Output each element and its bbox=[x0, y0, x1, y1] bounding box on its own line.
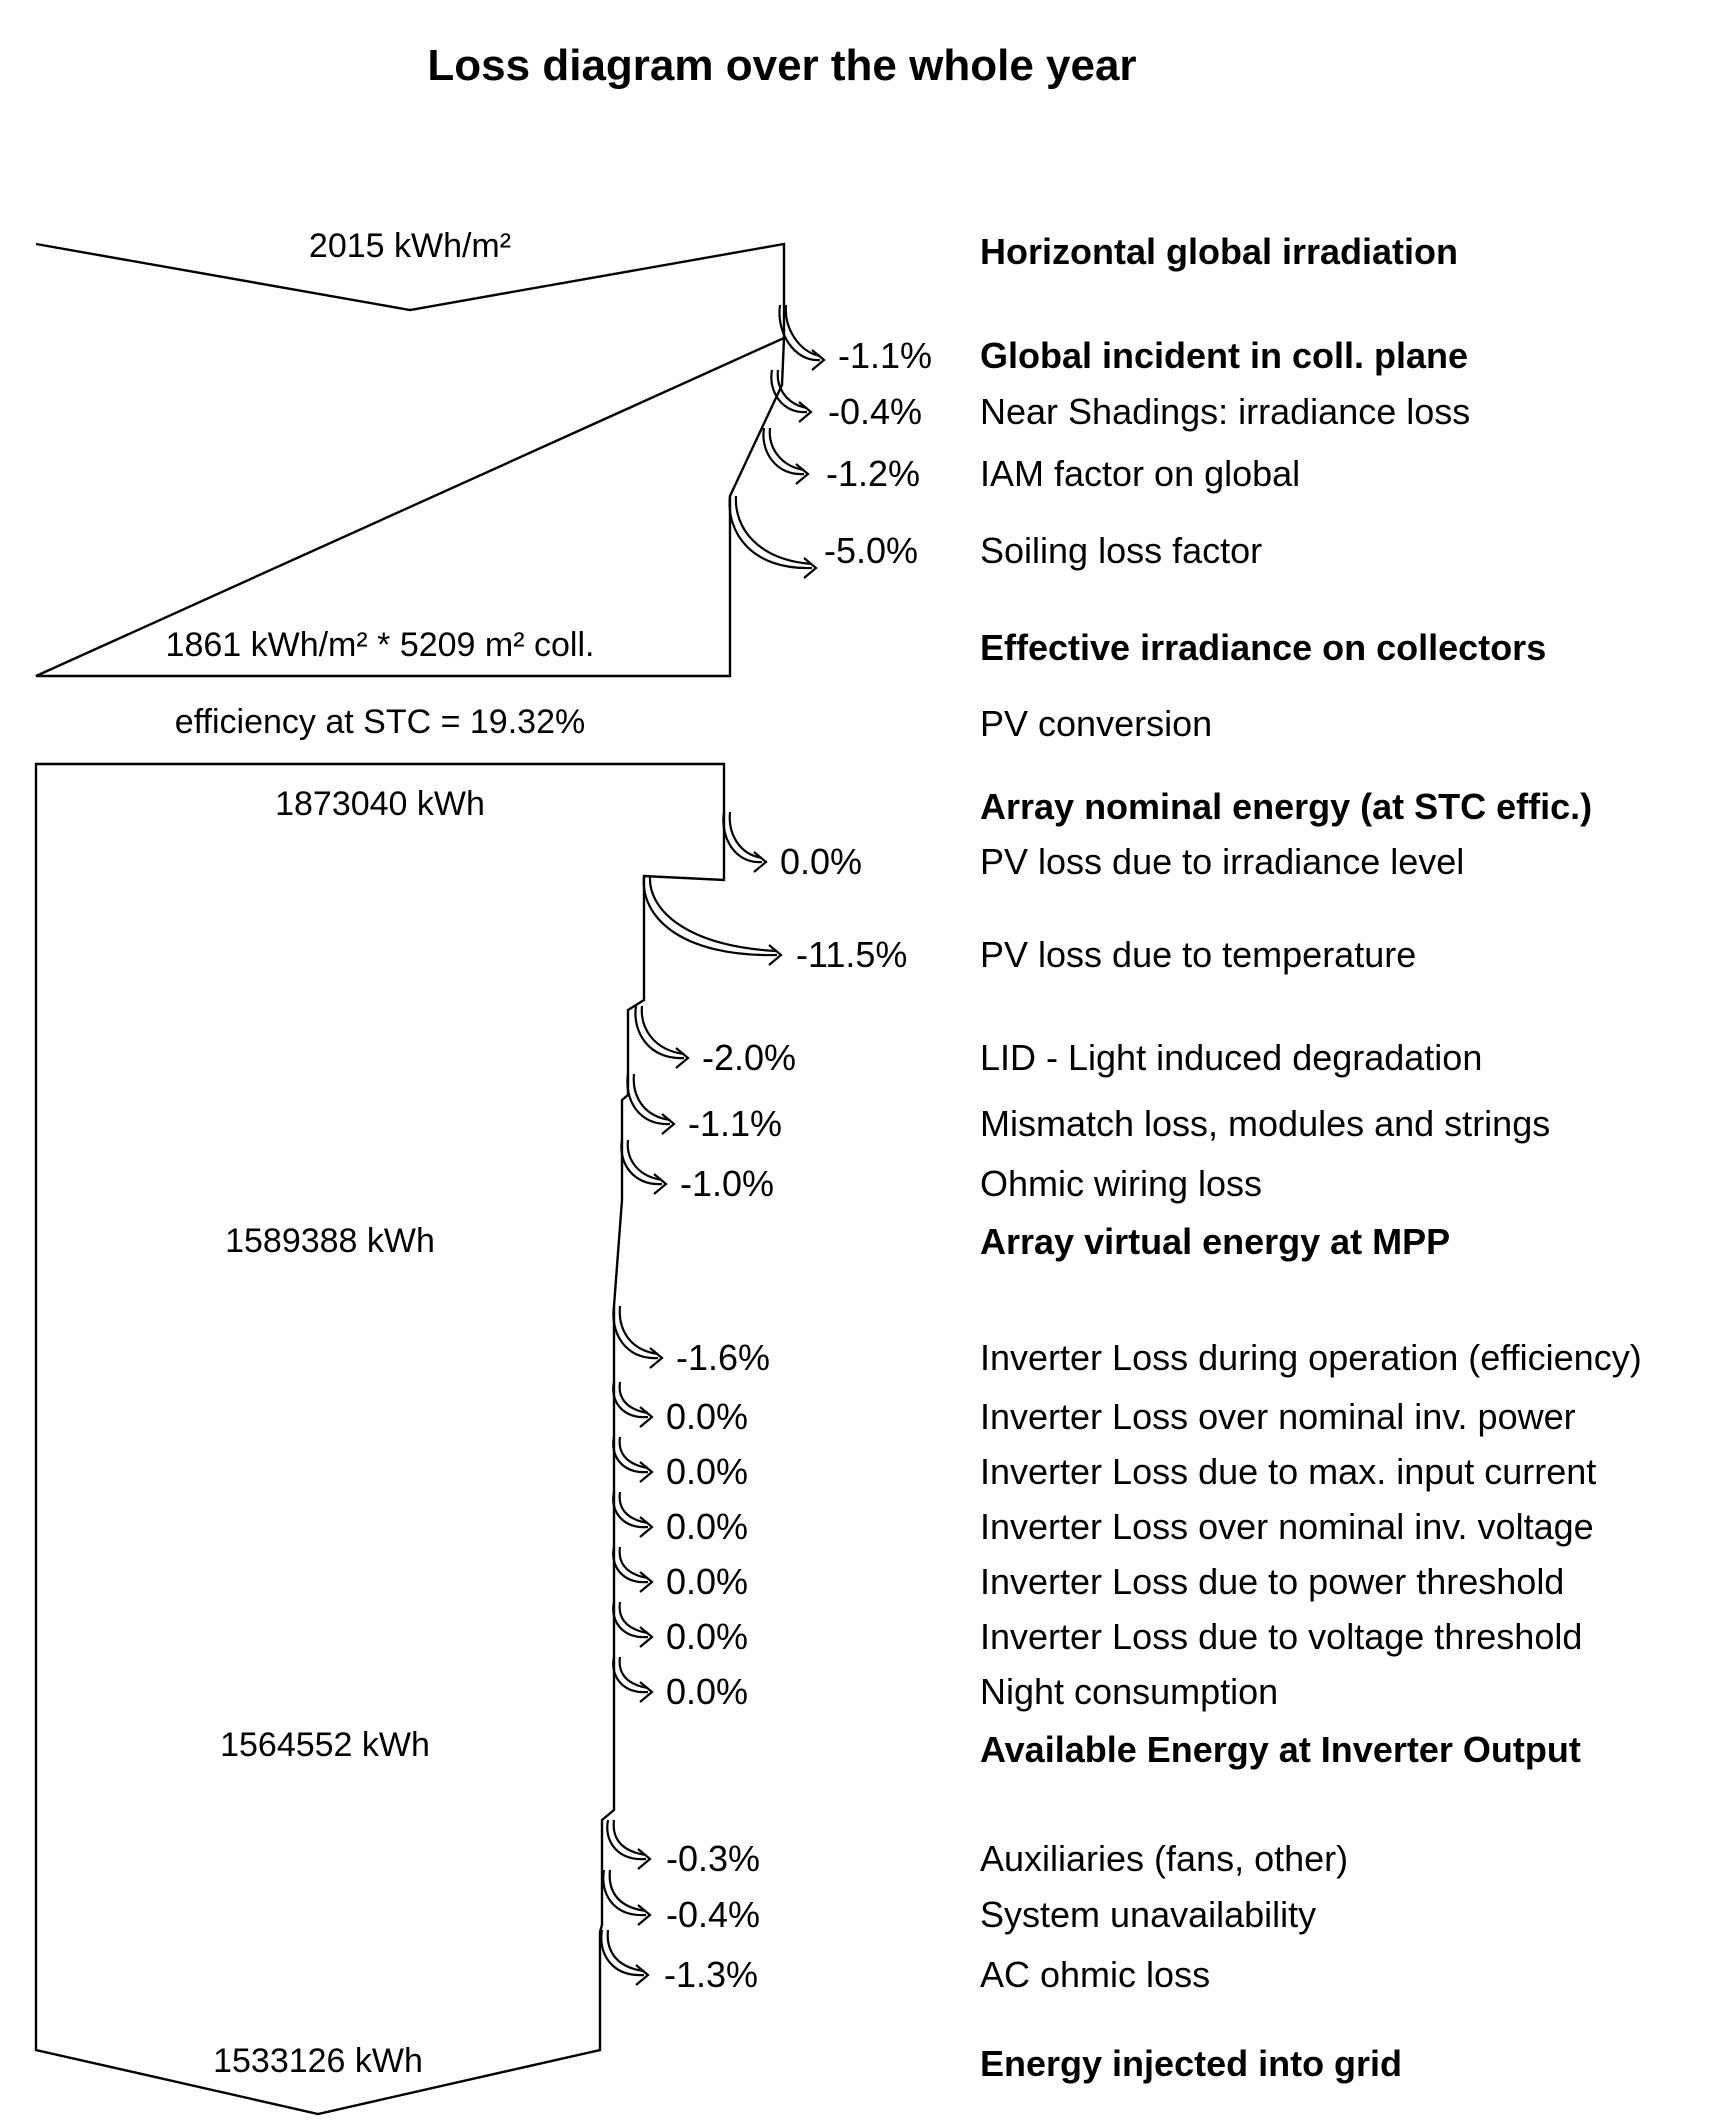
row-labels bbox=[664, 231, 1642, 2084]
row-12-label: Mismatch loss, modules and strings bbox=[980, 1103, 1551, 1144]
row-2-label: Global incident in coll. plane bbox=[980, 335, 1469, 376]
row-12-loss-arrow bbox=[627, 1074, 674, 1134]
row-17-label: Inverter Loss due to max. input current bbox=[980, 1451, 1597, 1492]
diagram-title: Loss diagram over the whole year bbox=[427, 41, 1137, 90]
row-2-loss-percent: -1.1% bbox=[838, 335, 933, 376]
row-18-label: Inverter Loss over nominal inv. voltage bbox=[980, 1506, 1594, 1547]
flow-value-array-virtual-energy: 1589388 kWh bbox=[225, 1222, 435, 1260]
row-24-loss-arrow bbox=[603, 1870, 650, 1925]
row-20-label: Inverter Loss due to voltage threshold bbox=[980, 1616, 1583, 1657]
flow-value-available-energy: 1564552 kWh bbox=[220, 1726, 430, 1764]
row-6-label: Effective irradiance on collectors bbox=[980, 627, 1547, 668]
row-3-loss-percent: -0.4% bbox=[828, 391, 923, 432]
row-14-label: Array virtual energy at MPP bbox=[980, 1221, 1451, 1262]
row-23-loss-arrow bbox=[607, 1820, 650, 1869]
row-25-loss-percent: -1.3% bbox=[664, 1954, 759, 1995]
row-22-label: Available Energy at Inverter Output bbox=[980, 1729, 1581, 1770]
row-9-label: PV loss due to irradiance level bbox=[980, 841, 1465, 882]
row-15-loss-arrow bbox=[613, 1306, 662, 1368]
row-10-loss-percent: -11.5% bbox=[796, 934, 908, 975]
row-13-label: Ohmic wiring loss bbox=[980, 1163, 1263, 1204]
row-11-loss-arrow bbox=[635, 1006, 688, 1068]
row-21-loss-percent: 0.0% bbox=[666, 1671, 749, 1712]
row-18-loss-arrow bbox=[613, 1492, 652, 1537]
row-9-loss-arrow bbox=[723, 812, 766, 872]
row-5-loss-percent: -5.0% bbox=[824, 530, 919, 571]
row-19-label: Inverter Loss due to power threshold bbox=[980, 1561, 1565, 1602]
row-9-loss-percent: 0.0% bbox=[780, 841, 863, 882]
row-2-loss-arrow bbox=[779, 305, 824, 370]
irradiation-flow-band bbox=[36, 244, 784, 676]
row-19-loss-arrow bbox=[613, 1547, 652, 1592]
row-16-label: Inverter Loss over nominal inv. power bbox=[980, 1396, 1576, 1437]
row-5-loss-arrow bbox=[730, 496, 816, 578]
row-23-label: Auxiliaries (fans, other) bbox=[980, 1838, 1349, 1879]
flow-value-injected-energy: 1533126 kWh bbox=[213, 2042, 423, 2080]
row-10-label: PV loss due to temperature bbox=[980, 934, 1417, 975]
row-3-loss-arrow bbox=[771, 370, 811, 422]
row-15-loss-percent: -1.6% bbox=[676, 1337, 771, 1378]
loss-arrows bbox=[601, 305, 824, 1985]
row-11-label: LID - Light induced degradation bbox=[980, 1037, 1483, 1078]
row-26-label: Energy injected into grid bbox=[980, 2043, 1403, 2084]
row-25-label: AC ohmic loss bbox=[980, 1954, 1211, 1995]
row-25-loss-arrow bbox=[601, 1930, 648, 1985]
row-1-label: Horizontal global irradiation bbox=[980, 231, 1459, 272]
row-12-loss-percent: -1.1% bbox=[688, 1103, 783, 1144]
row-10-loss-arrow bbox=[644, 876, 781, 965]
row-8-label: Array nominal energy (at STC effic.) bbox=[980, 786, 1593, 827]
row-24-loss-percent: -0.4% bbox=[666, 1894, 761, 1935]
row-3-label: Near Shadings: irradiance loss bbox=[980, 391, 1471, 432]
row-20-loss-percent: 0.0% bbox=[666, 1616, 749, 1657]
row-20-loss-arrow bbox=[613, 1602, 652, 1647]
row-19-loss-percent: 0.0% bbox=[666, 1561, 749, 1602]
row-13-loss-arrow bbox=[621, 1140, 666, 1194]
row-17-loss-percent: 0.0% bbox=[666, 1451, 749, 1492]
flow-value-array-nominal-energy: 1873040 kWh bbox=[275, 785, 485, 823]
row-23-loss-percent: -0.3% bbox=[666, 1838, 761, 1879]
row-21-label: Night consumption bbox=[980, 1671, 1279, 1712]
row-4-label: IAM factor on global bbox=[980, 453, 1301, 494]
row-4-loss-arrow bbox=[763, 428, 808, 484]
row-13-loss-percent: -1.0% bbox=[680, 1163, 775, 1204]
flow-value-effective-irradiance: 1861 kWh/m² * 5209 m² coll. bbox=[165, 626, 595, 664]
flow-value-horizontal-irradiation: 2015 kWh/m² bbox=[308, 227, 512, 265]
row-17-loss-arrow bbox=[613, 1437, 652, 1482]
row-18-loss-percent: 0.0% bbox=[666, 1506, 749, 1547]
row-15-label: Inverter Loss during operation (efficiency) bbox=[980, 1337, 1642, 1378]
row-16-loss-arrow bbox=[613, 1382, 652, 1427]
row-7-label: PV conversion bbox=[980, 703, 1213, 744]
row-21-loss-arrow bbox=[613, 1657, 652, 1702]
row-16-loss-percent: 0.0% bbox=[666, 1396, 749, 1437]
row-5-label: Soiling loss factor bbox=[980, 530, 1263, 571]
flow-value-efficiency-stc: efficiency at STC = 19.32% bbox=[174, 703, 586, 741]
row-11-loss-percent: -2.0% bbox=[702, 1037, 797, 1078]
row-4-loss-percent: -1.2% bbox=[826, 453, 921, 494]
row-24-label: System unavailability bbox=[980, 1894, 1317, 1935]
